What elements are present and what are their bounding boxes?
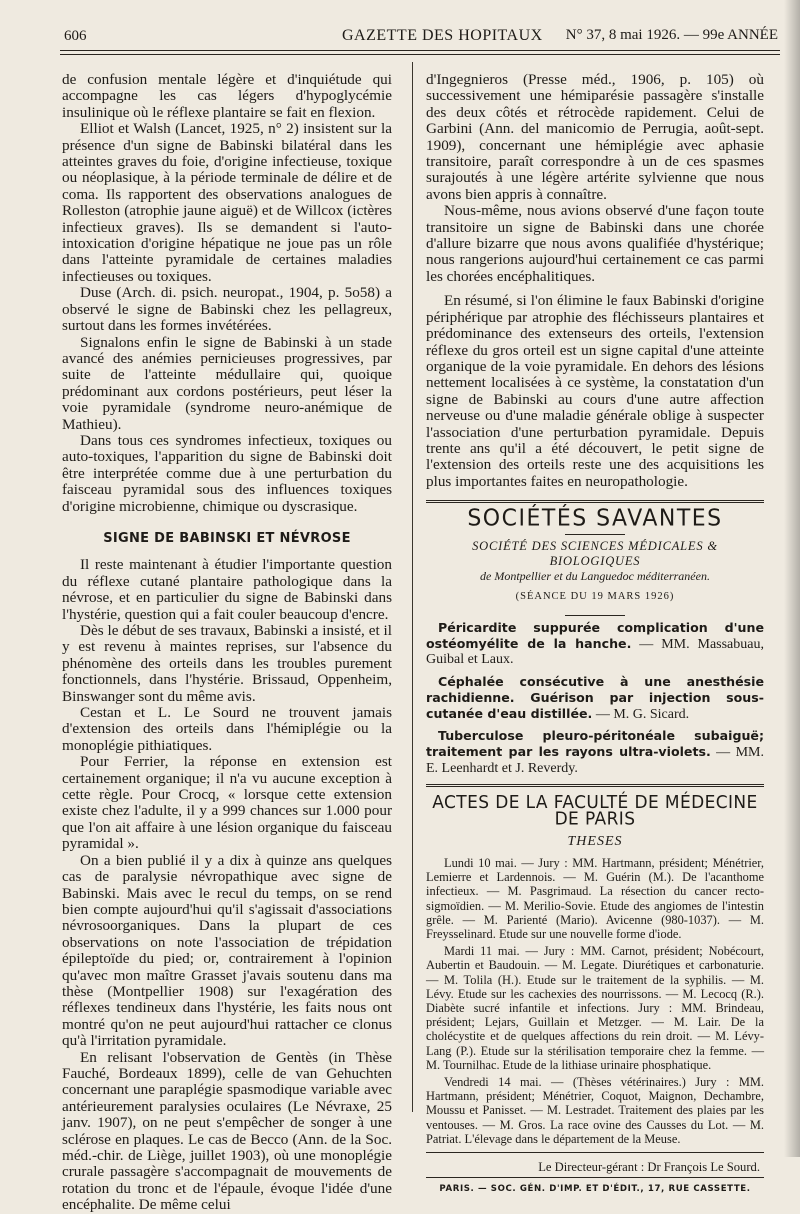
theses-title: THESES — [567, 833, 623, 849]
actes-heading: ACTES DE LA FACULTÉ DE MÉDECINE DE PARIS — [432, 791, 758, 831]
paragraph: Dans tous ces syndromes infectieux, toxiques ou auto-toxiques, l'apparition du signe de Babinski doit être interprétée comme due à une perturbation du faisceau pyramidal sous des influences toxiques d'origine microbienne, chimique ou dyscrasique. — [62, 431, 392, 515]
paragraph: En relisant l'observation de Gentès (in Thèse Fauché, Bordeaux 1899), celle de van Gehuchten concernant une paraplégie spasmodique variable avec antérieurement paralysies oculaires (Le Névraxe, 25 janv. 1907), on ne peut s'empêcher de songer à une sclérose en plaques. Le cas de Becco (Ann. de la Soc. méd.-chir. de Liège, juillet 1903), où une monoplégie crurale passagère s'accompagnait de mouvements de rotation du tronc et de l'épaule, évoque l'idée d'une encéphalite. De même celui — [62, 1048, 392, 1214]
header-rule — [60, 50, 780, 51]
page-number: 606 — [64, 28, 87, 44]
communication — [426, 728, 764, 776]
paragraph: Elliot et Walsh (Lancet, 1925, n° 2) insistent sur la présence d'un signe de Babinski bilatéral dans les atteintes graves du foie, d'origine infectieuse, toxique ou néoplasique, à la période terminale de délire et de coma. Ils rapportent des observations analogues de Rolleston (atrophie jaune aiguë) et de Willcox (ictères infectieux graves). Ils se demandent si l'auto-intoxication d'origine hépatique ne joue pas un rôle dans l'atteinte pyramidale de certaines maladies infectieuses ou toxiques. — [62, 120, 392, 285]
paragraph: Pour Ferrier, la réponse en extension est certainement organique; il n'a vu aucune exception à cette règle. Pour Crocq, « lorsque cette extension existe chez l'adulte, il y a 999 chances sur 1.000 pour que l'on ait affaire à une lésion organique du faisceau pyramidal ». — [62, 753, 392, 853]
paragraph: Duse (Arch. di. psich. neuropat., 1904, p. 5o58) a observé le signe de Babinski chez les pellagreux, surtout dans les formes invétérées. — [62, 284, 392, 335]
paragraph: Dès le début de ses travaux, Babinski a insisté, et il y est revenu à maintes reprises, sur l'absence du phénomène des orteils dans les troubles purement fonctionnels, dans l'hystérie. Brissaud, Oppenheim, Binswanger sont du même avis. — [62, 622, 392, 705]
journal-title: GAZETTE DES HOPITAUX — [342, 27, 543, 44]
short-rule — [565, 615, 625, 616]
communication-authors: — MM. E. Leenhardt et J. Reverdy. — [426, 745, 764, 776]
communication-authors: — M. G. Sicard. — [592, 706, 690, 722]
societes-heading: SOCIÉTÉS SAVANTES — [467, 505, 723, 532]
seance-date: (SÉANCE DU 19 MARS 1926) — [515, 590, 675, 602]
thesis-entry: Mardi 11 mai. — Jury : MM. Carnot, président; Nobécourt, Aubertin et Baudouin. — M. Legate. Diurétiques et carbonaturie. — M. Tolila (H.). Etude sur le traitement de la syphilis. — M. Lévy. Etude sur les cachexies des nourrissons. — M. Lecocq (R.). Diabète sucré infantile et infections. Jury : MM. Brindeau, président; Lejars, Guillain et Metzger. — M. Lair. De la cholécystite et de quelques affections du rein droit. — M. Lévy-Lang (P.). Etude sur la stérilisation temporaire chez la femme. — M. Tournilhac. Etude de la lithiase urinaire phosphatique. — [426, 944, 764, 1072]
paragraph: On a bien publié il y a dix à quinze ans quelques cas de paralysie névropathique avec signe de Babinski. Mais avec le recul du temps, on se rend bien compte aujourd'hui qu'il s'agissait d'associations névrosoorganiques. Dans la plupart de ces observations on note l'association de trépidation épileptoïde du pied; or, contrairement à l'opinion qu'avec mon maître Grasset j'avais soutenu dans ma thèse (Montpellier 1908) sur l'exagération des réflexes tendineux dans l'hystérie, les faits nous ont montré qu'on ne peut aujourd'hui rattacher ce clonus qu'à l'irritation pyramidale. — [62, 851, 392, 1050]
column-divider — [412, 62, 413, 1112]
section-rule — [426, 784, 764, 787]
society-name: SOCIÉTÉ DES SCIENCES MÉDICALES & BIOLOGIQUES — [472, 538, 718, 568]
paragraph: Cestan et L. Le Sourd ne trouvent jamais d'extension des orteils dans l'hémiplégie ou la monoplégie pithiatiques. — [62, 704, 392, 754]
paragraph: En résumé, si l'on élimine le faux Babinski d'origine périphérique par atrophie des fléchisseurs plantaires et prédominance des extenseurs des orteils, l'extension réflexe du gros orteil est un signe capital d'une atteinte organique de la voie pyramidale. En dehors des lésions nettement localisées à ce système, la constatation d'un signe de Babinski au cours d'une autre affection nerveuse ou d'une maladie générale oblige à suspecter l'association d'une perturbation pyramidale. Depuis trente ans qu'il a été découvert, le petit signe de l'extension des orteils reste une des acquisitions les plus importantes faites en neuropathologie. — [426, 292, 764, 490]
footer-rule — [426, 1152, 764, 1153]
paragraph: Nous-même, nous avions observé d'une façon toute transitoire un signe de Babinski dans une chorée d'allure bizarre que nous avons qualifiée d'hystérique; nous rangerions aujourd'hui certainement ce cas parmi les chorées encéphalitiques. — [426, 202, 764, 285]
right-column — [426, 72, 764, 1198]
section-heading: SIGNE DE BABINSKI ET NÉVROSE — [103, 530, 351, 546]
left-column — [62, 72, 392, 1214]
communication-title: Tuberculose pleuro-péritonéale subaiguë; traitement par les rayons ultra-violets. — [426, 728, 764, 760]
paragraph: Signalons enfin le signe de Babinski à un stade avancé des anémies pernicieuses progressives, par suite de l'atteinte médullaire qui, quoique prédominant aux cordons postérieurs, peut léser la voie pyramidale (syndrome neuro-anémique de Mathieu). — [62, 333, 392, 433]
section-rule — [426, 500, 764, 503]
footer-rule — [426, 1177, 764, 1178]
communication-title: Céphalée consécutive à une anesthésie rachidienne. Guérison par injection sous-cutanée d'eau distillée. — [426, 673, 764, 721]
society-location: de Montpellier et du Languedoc méditerranéen. — [480, 568, 710, 583]
printer-imprint: PARIS. — SOC. GÉN. D'IMP. ET D'ÉDIT., 17, RUE CASSETTE. — [439, 1184, 751, 1195]
paragraph: Il reste maintenant à étudier l'importante question du réflexe cutané plantaire pathologique dans la névrose, et en particulier du signe de Babinski dans l'hystérie, question qui a fait couler beaucoup d'encre. — [62, 556, 392, 623]
communication — [426, 674, 764, 723]
thesis-entry: Lundi 10 mai. — Jury : MM. Hartmann, président; Ménétrier, Lemierre et Lardennois. — M. Guérin (M.). De l'acanthome infectieux. — M. Pasgrimaud. La résection du cancer recto-sigmoïdien. — M. Merilio-Sovie. Etude des angiomes de l'intestin grêle. — M. Parienté (Mario). Avicenne (980-1037). — M. Freysselinard. Etude sur une nouvelle forme d'iode. — [426, 856, 764, 942]
short-rule — [565, 534, 625, 535]
paragraph: d'Ingegnieros (Presse méd., 1906, p. 105) où successivement une hémiparésie passagère s'installe des deux côtés et rétrocède rapidement. Celui de Garbini (Ann. del manicomio de Perrugia, août-sept. 1909), concernant une hémiplégie avec aphasie transitoire, paraît correspondre à un de ces spasmes surajoutés à une légère artérite sylvienne que nous avons bien appris à connaître. — [426, 71, 764, 203]
communication-title: Péricardite suppurée complication d'une ostéomyélite de la hanche. — [426, 619, 764, 652]
issue-date: N° 37, 8 mai 1926. — 99e ANNÉE — [565, 27, 778, 43]
paragraph: de confusion mentale légère et d'inquiétude qui accompagne les cas légers d'hypoglycémie insulinique où le réflexe plantaire se fait en flexion. — [62, 71, 392, 121]
header-rule-2 — [60, 54, 780, 55]
thesis-entry: Vendredi 14 mai. — (Thèses vétérinaires.) Jury : MM. Hartmann, président; Ménétrier, Coquot, Maignon, Dechambre, Moussu et Panisset. — M. Lestradet. Traitement des plaies par les ventouses. — M. Gros. La race ovine des Causses du Lot. — M. Patriat. L'élevage dans le département de la Meuse. — [426, 1075, 764, 1146]
page-edge-shadow — [784, 0, 800, 1157]
director-line: Le Directeur-gérant : Dr François Le Sourd. — [538, 1160, 760, 1175]
communication-authors: — MM. Massabuau, Guibal et Laux. — [426, 637, 764, 668]
page-header — [60, 24, 780, 48]
communication — [426, 620, 764, 668]
